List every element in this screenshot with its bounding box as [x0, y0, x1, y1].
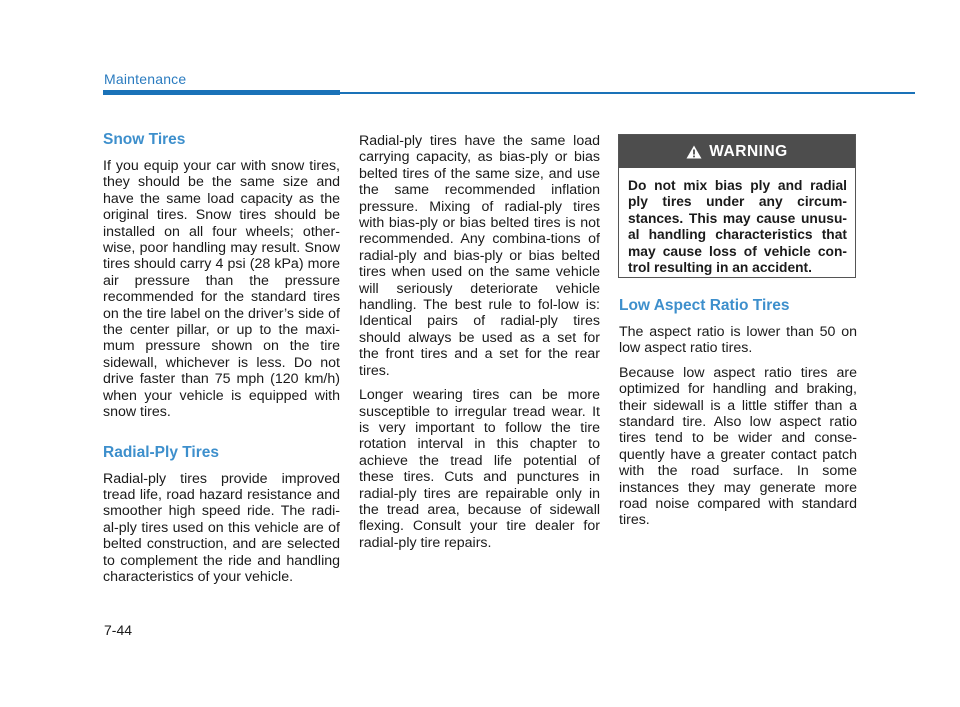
warning-triangle-icon — [686, 145, 702, 159]
snow-tires-heading: Snow Tires — [103, 131, 186, 148]
low-aspect-paragraph-1: The aspect ratio is lower than 50 on low aspect ratio tires. — [619, 324, 857, 357]
page-number: 7-44 — [104, 622, 133, 638]
header-rule-thick — [103, 90, 340, 95]
warning-header — [619, 135, 855, 168]
radial-ply-paragraph-2: Radial-ply tires have the same load carrying capacity, as bias-ply or bias belted tires of the same size, and use the same recommended inflation pressure. Mixing of radial-ply tires with bias-ply or bias belted tires is not recommended. Any combina-tions of radial-ply and bias-ply or bias belted tires when used on the same vehicle will seriously deteriorate vehicle handling. The best rule to fol-low is: Identical pairs of radial-ply tires should always be used as a set for the front tires and a set for the rear tires. — [359, 133, 600, 379]
low-aspect-heading: Low Aspect Ratio Tires — [619, 297, 790, 314]
radial-ply-paragraph-3: Longer wearing tires can be more susceptible to irregular tread wear. It is very important to follow the tire rotation interval in this chapter to achieve the tread life potential of these tires. Cuts and punctures in radial-ply tires are repairable only in the tread area, because of sidewall flexing. Consult your tire dealer for radial-ply tire repairs. — [359, 387, 600, 551]
column-middle — [359, 133, 600, 559]
section-label: Maintenance — [104, 71, 187, 87]
warning-text: Do not mix bias ply and radial ply tires under any circum-stances. This may cause unusu-al handling characteristics that may cause loss of vehicle con-trol resulting in an accident. — [628, 178, 847, 276]
warning-label: WARNING — [709, 142, 788, 160]
snow-tires-paragraph: If you equip your car with snow tires, they should be the same size and have the same load capacity as the original tires. Snow tires should be installed on all four wheels; other-wise, poor handling may result. Snow tires should carry 4 psi (28 kPa) more air pressure than the pressure recommended for the standard tires on the tire label on the driver’s side of the center pillar, or up to the maxi-mum pressure shown on the tire sidewall, whichever is less. Do not drive faster than 75 mph (120 km/h) when your vehicle is equipped with snow tires. — [103, 158, 340, 421]
header-rule-thin — [340, 92, 915, 94]
low-aspect-paragraph-2: Because low aspect ratio tires are optimized for handling and braking, their sidewall is a little stiffer than a standard tire. Also low aspect ratio tires tend to be wider and conse-quently have a greater contact patch with the road surface. In some instances they may generate more road noise compared with standard tires. — [619, 364, 857, 529]
radial-ply-heading: Radial-Ply Tires — [103, 443, 220, 461]
radial-ply-paragraph-1: Radial-ply tires provide improved tread life, road hazard resistance and smoother high speed ride. The radi-al-ply tires used on this vehicle are of belted construction, and are selected to complement the ride and handling characteristics of your vehicle. — [103, 470, 340, 585]
column-right — [619, 296, 857, 537]
warning-box — [618, 134, 856, 278]
column-left — [103, 130, 340, 593]
